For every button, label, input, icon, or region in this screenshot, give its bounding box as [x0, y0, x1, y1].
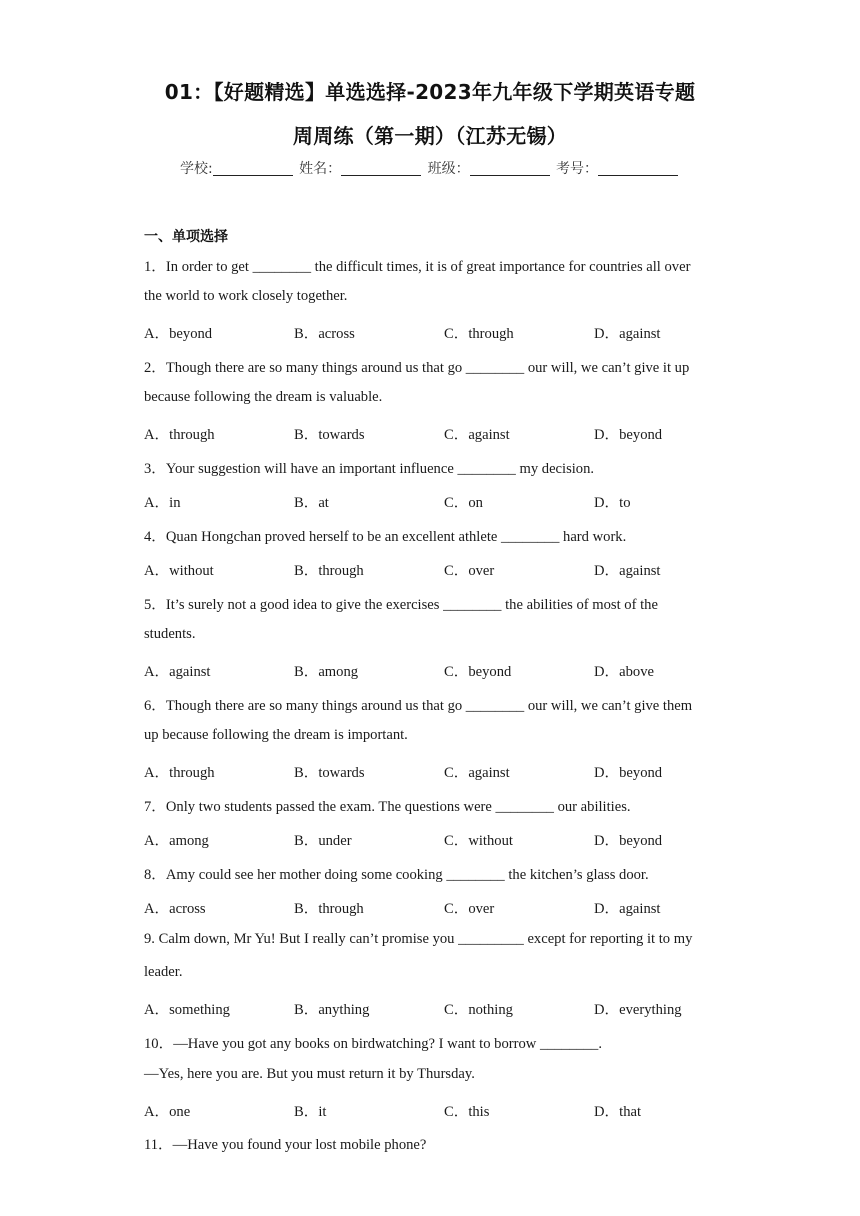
question-4-option-d[interactable]: D．against	[594, 563, 661, 579]
question-1-text: 1．In order to get ________ the difficult times, it is of great importance for countries all over	[144, 259, 691, 275]
question-5-text: 5．It’s surely not a good idea to give the exercises ________ the abilities of most of the	[144, 597, 658, 613]
name-label: 姓名：	[299, 161, 342, 177]
page-title-line-2: 周周练（第一期）（江苏无锡）	[292, 124, 568, 148]
question-6-option-c[interactable]: C．against	[444, 765, 510, 781]
question-7-option-b[interactable]: B．under	[294, 833, 352, 849]
exam-number-blank[interactable]	[598, 161, 678, 176]
question-9-option-d[interactable]: D．everything	[594, 1002, 682, 1018]
class-label: 班级：	[427, 161, 470, 177]
question-3-option-c[interactable]: C．on	[444, 495, 483, 511]
question-7-option-c[interactable]: C．without	[444, 833, 513, 849]
question-8-option-a[interactable]: A．across	[144, 901, 206, 917]
question-5-option-a[interactable]: A．against	[144, 664, 211, 680]
question-4-option-c[interactable]: C．over	[444, 563, 495, 579]
question-8-option-b[interactable]: B．through	[294, 901, 364, 917]
question-10-option-b[interactable]: B．it	[294, 1104, 327, 1120]
school-label: 学校:	[179, 161, 213, 177]
question-10-option-d[interactable]: D．that	[594, 1104, 642, 1120]
name-blank[interactable]	[341, 161, 421, 176]
question-2-text: 2．Though there are so many things around us that go ________ our will, we can’t give it up	[144, 360, 690, 376]
question-1-option-a[interactable]: A．beyond	[144, 326, 213, 342]
question-1-option-b[interactable]: B．across	[294, 326, 355, 342]
question-5-text-cont: students.	[144, 626, 196, 642]
question-6-option-a[interactable]: A．through	[144, 765, 215, 781]
question-2-option-c[interactable]: C．against	[444, 427, 510, 443]
school-blank[interactable]	[213, 161, 293, 176]
page-title-line-1: 01：【好题精选】单选选择-2023年九年级下学期英语专题	[164, 80, 696, 104]
question-1-text-cont: the world to work closely together.	[144, 288, 348, 304]
question-1-option-d[interactable]: D．against	[594, 326, 661, 342]
question-4-text: 4．Quan Hongchan proved herself to be an excellent athlete ________ hard work.	[144, 529, 627, 545]
question-5-option-b[interactable]: B．among	[294, 664, 359, 680]
question-9-text: 9. Calm down, Mr Yu! But I really can’t promise you _________ except for reporting it to my	[144, 931, 693, 947]
question-5-option-c[interactable]: C．beyond	[444, 664, 512, 680]
question-10-option-a[interactable]: A．one	[144, 1104, 191, 1120]
class-blank[interactable]	[470, 161, 550, 176]
question-7-text: 7．Only two students passed the exam. The questions were ________ our abilities.	[144, 799, 631, 815]
question-2-option-b[interactable]: B．towards	[294, 427, 365, 443]
question-9-option-b[interactable]: B．anything	[294, 1002, 370, 1018]
question-4-option-b[interactable]: B．through	[294, 563, 364, 579]
question-8-text: 8．Amy could see her mother doing some cooking ________ the kitchen’s glass door.	[144, 867, 649, 883]
question-7-option-d[interactable]: D．beyond	[594, 833, 663, 849]
question-8-option-c[interactable]: C．over	[444, 901, 495, 917]
question-9-text-cont: leader.	[144, 964, 183, 980]
question-10-text-cont: —Yes, here you are. But you must return it by Thursday.	[144, 1066, 475, 1082]
question-2-option-d[interactable]: D．beyond	[594, 427, 663, 443]
question-3-option-d[interactable]: D．to	[594, 495, 631, 511]
question-2-option-a[interactable]: A．through	[144, 427, 215, 443]
question-6-option-b[interactable]: B．towards	[294, 765, 365, 781]
question-3-option-a[interactable]: A．in	[144, 495, 181, 511]
question-9-option-c[interactable]: C．nothing	[444, 1002, 513, 1018]
section-title: 一、单项选择	[144, 229, 228, 245]
question-10-option-c[interactable]: C．this	[444, 1104, 490, 1120]
question-3-option-b[interactable]: B．at	[294, 495, 329, 511]
question-2-text-cont: because following the dream is valuable.	[144, 389, 383, 405]
question-5-option-d[interactable]: D．above	[594, 664, 654, 680]
exam-number-label: 考号：	[556, 161, 599, 177]
question-11-text: 11．—Have you found your lost mobile phone?	[144, 1137, 427, 1153]
question-9-option-a[interactable]: A．something	[144, 1002, 230, 1018]
question-4-option-a[interactable]: A．without	[144, 563, 214, 579]
question-6-text-cont: up because following the dream is important.	[144, 727, 408, 743]
student-info-row	[0, 158, 860, 178]
question-6-option-d[interactable]: D．beyond	[594, 765, 663, 781]
question-6-text: 6．Though there are so many things around us that go ________ our will, we can’t give them	[144, 698, 693, 714]
question-10-text: 10．—Have you got any books on birdwatching? I want to borrow ________.	[144, 1036, 603, 1052]
question-1-option-c[interactable]: C．through	[444, 326, 514, 342]
question-8-option-d[interactable]: D．against	[594, 901, 661, 917]
question-3-text: 3．Your suggestion will have an important influence ________ my decision.	[144, 461, 595, 477]
question-7-option-a[interactable]: A．among	[144, 833, 209, 849]
